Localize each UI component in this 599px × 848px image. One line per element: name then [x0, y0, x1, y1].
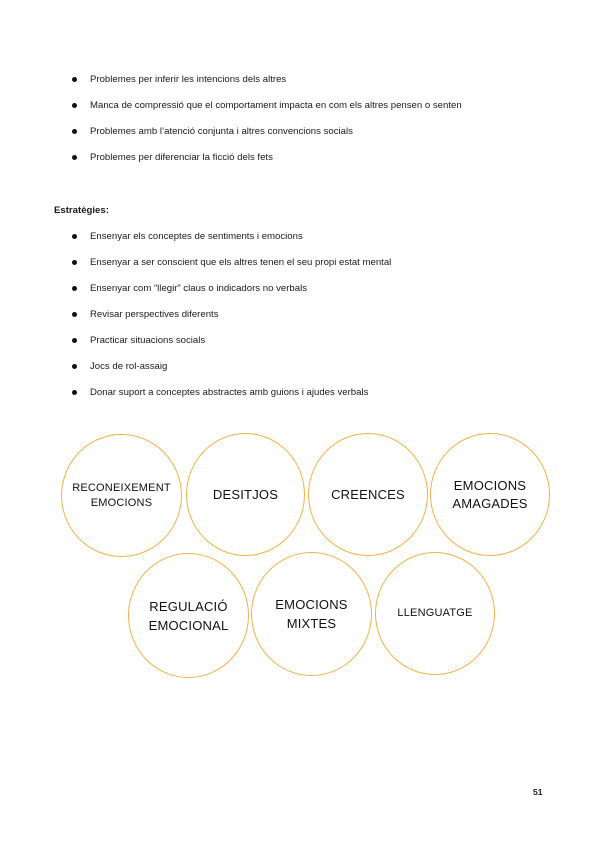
circle-label: DESITJOS: [212, 487, 279, 502]
list-item-text: Ensenyar a ser conscient que els altres tenen el seu propi estat mental: [90, 257, 392, 268]
page-number: 51: [533, 787, 543, 797]
list-item: [72, 99, 462, 125]
list-item: [72, 125, 462, 151]
bullet-icon: [72, 155, 77, 160]
list-item: [72, 360, 391, 386]
list-item: [72, 308, 391, 334]
bullet-icon: [72, 103, 77, 108]
list-item-text: Problemes per inferir les intencions dels altres: [90, 74, 287, 85]
bullet-icon: [72, 364, 77, 369]
bullet-icon: [72, 234, 77, 239]
bullet-icon: [72, 338, 77, 343]
circle-label: REGULACIÓ EMOCIONAL: [148, 598, 229, 633]
list-item: [72, 151, 462, 177]
circle-regulacio-emocional: [128, 553, 249, 678]
bullet-icon: [72, 260, 77, 265]
circle-llenguatge: [375, 552, 495, 675]
list-item-text: Revisar perspectives diferents: [90, 309, 219, 320]
list-item-text: Manca de compressió que el comportament impacta en com els altres pensen o senten: [90, 100, 462, 111]
circle-desitjos: [186, 433, 305, 556]
circle-label: EMOCIONS MIXTES: [275, 597, 348, 631]
list-item-text: Ensenyar com “llegir” claus o indicadors no verbals: [90, 283, 308, 294]
list-item: [72, 334, 391, 360]
list-item-text: Problemes amb l’atenció conjunta i altres convencions socials: [90, 126, 353, 137]
circle-emocions-amagades: [430, 433, 550, 556]
list-item: [72, 230, 391, 256]
list-item: [72, 256, 391, 282]
circle-label: RECONEIXEMENT EMOCIONS: [72, 481, 171, 509]
bullet-icon: [72, 129, 77, 134]
list-item-text: Problemes per diferenciar la ficció dels fets: [90, 152, 273, 163]
circle-label: CREENCES: [331, 487, 405, 502]
difficulties-list: [72, 73, 462, 177]
circle-reconeixement-emocions: [61, 434, 182, 557]
strategies-list: [72, 230, 391, 412]
circle-label: LLENGUATGE: [397, 607, 473, 619]
strategies-heading: Estratègies:: [54, 205, 109, 216]
list-item-text: Jocs de rol-assaig: [90, 361, 168, 372]
bullet-icon: [72, 77, 77, 82]
list-item-text: Practicar situacions socials: [90, 335, 206, 346]
circle-creences: [308, 433, 428, 556]
list-item-text: Donar suport a conceptes abstractes amb guions i ajudes verbals: [90, 387, 369, 398]
list-item-text: Ensenyar els conceptes de sentiments i emocions: [90, 231, 303, 242]
bullet-icon: [72, 286, 77, 291]
bullet-icon: [72, 390, 77, 395]
circle-emocions-mixtes: [251, 552, 372, 676]
list-item: [72, 73, 462, 99]
circle-label: EMOCIONS AMAGADES: [452, 477, 528, 511]
list-item: [72, 386, 391, 412]
bullet-icon: [72, 312, 77, 317]
list-item: [72, 282, 391, 308]
